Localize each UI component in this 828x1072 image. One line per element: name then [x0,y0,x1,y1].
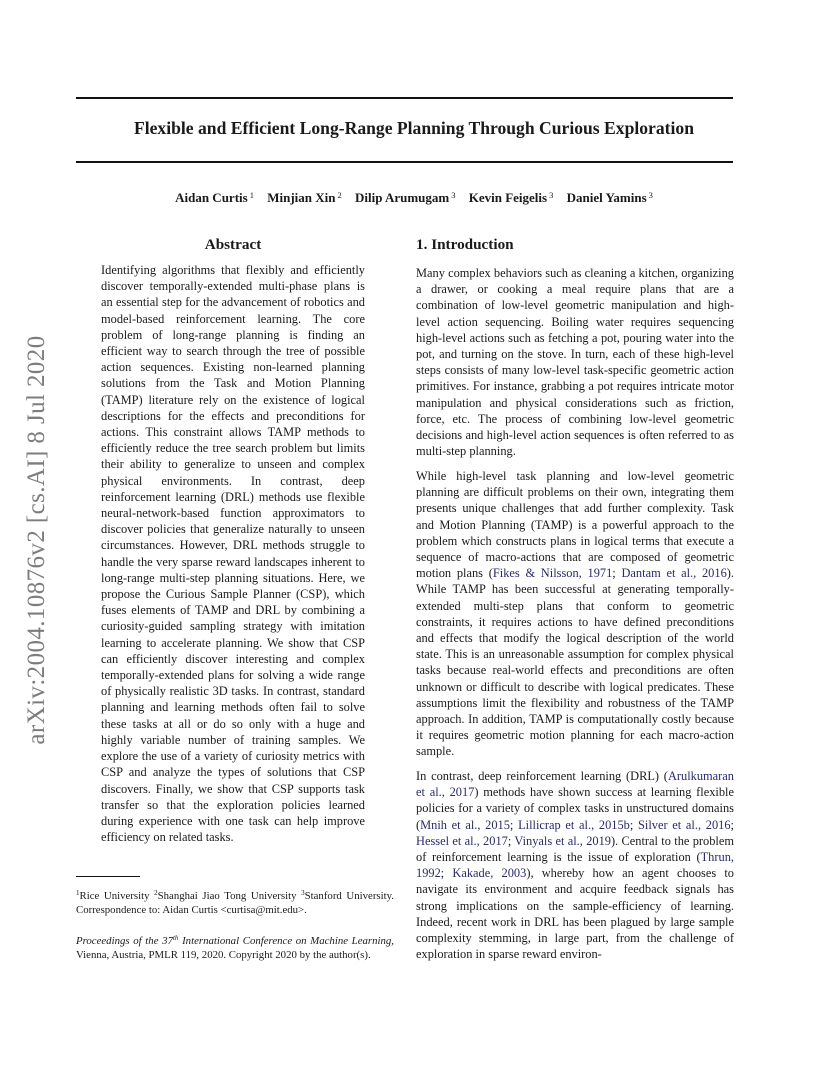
citation-separator: ; [509,817,519,832]
introduction-heading: 1. Introduction [416,236,514,253]
author-affiliation-mark: 1 [249,190,254,200]
citation-link[interactable]: Vinyals et al., 2019 [514,833,611,848]
paragraph-text: In contrast, deep reinforcement learning (DRL) ( [416,769,668,783]
introduction-paragraph [416,768,734,962]
paragraph-text: ) methods have shown success at learning flexible policies for a variety of complex tasks in unstructured domains ( [416,785,734,832]
proceedings-prefix: Proceedings of the 37 [76,935,173,947]
proceedings-note [76,931,394,962]
citation-separator: ; [440,866,453,881]
author-affiliation-mark: 3 [549,190,554,200]
citation-link[interactable]: Fikes & Nilsson, 1971 [492,566,613,581]
citation-link[interactable]: Arulkumaran et al., 2017 [416,769,734,800]
citation-link[interactable]: Thrun, 1992 [416,850,734,881]
citation-link[interactable]: Dantam et al., 2016 [621,566,727,581]
author [175,190,254,205]
footnote-mark: 1 [76,889,80,897]
citation-link[interactable]: Kakade, 2003 [452,866,527,881]
affiliation-text: Rice University [79,890,155,902]
paragraph-text: ). Central to the problem of reinforcement learning is the issue of exploration ( [416,833,734,865]
paper-title: Flexible and Efficient Long-Range Planning Through Curious Exploration [133,118,694,138]
introduction-paragraph: Many complex behaviors such as cleaning a kitchen, organizing a drawer, or cooking a meal require plans that are a combination of low-level geometric manipulation and high-level action sequencing. Boiling water requires sequencing high-level actions such as fetching a pot, pouring water into the pot, and turning on the stove. In turn, each of these high-level steps consists of many low-level task-specific geometric action primitives. For instance, grabbing a pot requires intricate motor manipulation and physical considerations such as friction, force, etc. The process of combining low-level geometric decisions and high-level action sequences is often referred to as multi-step planning. [416,266,734,459]
citation-separator: ; [507,833,515,848]
author [267,190,342,205]
title-rule-bottom [76,161,733,163]
author-affiliation-mark: 2 [337,190,342,200]
citation-link[interactable]: Lillicrap et al., 2015b [518,817,630,832]
footnote-mark: 3 [301,889,305,897]
affiliation-footnote [76,886,394,917]
citation-separator: ; [730,817,734,832]
arxiv-stamp-text: arXiv:2004.10876v2 [cs.AI] 8 Jul 2020 [23,335,50,745]
citation-separator: ; [612,566,622,581]
author [567,190,653,205]
citation-link[interactable]: Hessel et al., 2017 [416,833,508,848]
abstract-body: Identifying algorithms that flexibly and efficiently discover temporally-extended multi-phase plans is an essential step for the advancement of robotics and model-based reinforcement learning. The core problem of long-range planning is finding an efficient way to search through the tree of possible action sequences. Existing non-learned planning solutions from the Task and Motion Planning (TAMP) literature rely on the existence of logical descriptions for the effects and preconditions for actions. This constraint allows TAMP methods to efficiently reduce the tree search problem but limits their ability to generalize to unseen and complex physical environments. In contrast, deep reinforcement learning (DRL) methods use flexible neural-network-based function approximators to discover policies that generalize naturally to unseen circumstances. However, DRL methods struggle to handle the very sparse reward landscapes inherent to long-range multi-step planning situations. Here, we propose the Curious Sample Planner (CSP), which fuses elements of TAMP and DRL by combining a curiosity-guided sampling strategy with imitation learning to accelerate planning. We show that CSP can efficiently discover interesting and complex temporally-extended plans for solving a wide range of physically realistic 3D tasks. In contrast, standard planning and learning methods often fail to solve these tasks at all or do so only with a huge and highly variable number of training samples. We explore the use of a variety of curiosity metrics with CSP and analyze the types of solutions that CSP discovers. Finally, we show that CSP supports task transfer so that the exploration policies learned during experience with one task can help improve efficiency on related tasks. [101,263,365,845]
proceedings-details: , Vienna, Austria, PMLR 119, 2020. Copyright 2020 by the author(s). [76,935,394,961]
author-list [60,190,768,206]
author-affiliation-mark: 3 [648,190,653,200]
author-name: Daniel Yamins [566,190,647,205]
citation-link[interactable]: Silver et al., 2016 [638,817,731,832]
affiliation-text: Shanghai Jiao Tong University [157,890,302,902]
title-rule-top [76,97,733,99]
introduction-paragraph [416,468,734,760]
author-name: Kevin Feigelis [468,190,548,205]
footnote-rule [76,876,140,877]
conference-name: International Conference on Machine Learning [178,935,392,947]
author-name: Dilip Arumugam [354,190,450,205]
author [355,190,456,205]
affiliation-text: Stanford University. Correspondence to: Aidan Curtis <curtisa@mit.edu>. [76,890,395,916]
paragraph-text: While high-level task planning and low-level geometric planning are difficult problems on their own, integrating them presents unique challenges that add further complexity. Task and Motion Planning (TAMP) is a powerful approach to the problem which constructs plans in logical terms that execute a sequence of macro-actions that are composed of geometric motion plans ( [416,469,734,581]
author-affiliation-mark: 3 [451,190,456,200]
ordinal-suffix: th [172,934,179,942]
citation-separator: ; [629,817,638,832]
abstract-heading: Abstract [204,236,262,253]
author [469,190,554,205]
paragraph-text: ). While TAMP has been successful at generating temporally-extended multi-step plans that conform to geometric constraints, it requires actions to have defined preconditions and effects that modify the logical description of the world state. This is an unreasonable assumption for complex physical tasks because real-world effects and preconditions are often unknown or difficult to describe with logical predicates. These assumptions limit the flexibility and robustness of the TAMP approach. In addition, TAMP is computationally costly because it requires geometric motion planning for each macro-action sample. [416,566,734,759]
paragraph-text: ), whereby how an agent chooses to navigate its environment and acquire feedback signals has strong implications on the sample-efficiency of learning. Indeed, recent work in DRL has been plagued by large sample complexity stemming, in large part, from the challenge of exploration in sparse reward environ- [416,866,734,962]
author-name: Minjian Xin [267,190,336,205]
author-name: Aidan Curtis [175,190,248,205]
footnote-mark: 2 [154,889,158,897]
citation-link[interactable]: Mnih et al., 2015 [420,817,510,832]
